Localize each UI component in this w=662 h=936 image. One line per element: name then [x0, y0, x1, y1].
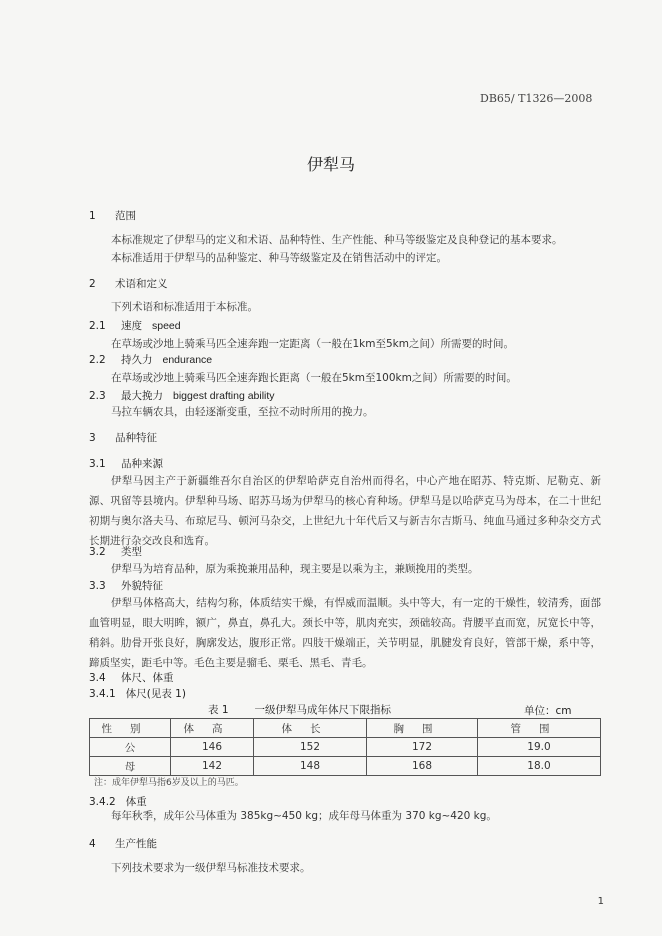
header-cell: 性别 — [90, 719, 171, 738]
section-title: 术语和定义 — [115, 278, 168, 290]
section-number: 3 — [89, 432, 96, 444]
table-cell: 18.0 — [478, 757, 601, 776]
table-cell: 152 — [254, 738, 367, 757]
table-unit: 单位：cm — [524, 705, 572, 717]
paragraph: 下列技术要求为一级伊犁马标准技术要求。 — [111, 862, 311, 874]
section-1-heading — [89, 208, 136, 223]
definition-2-3 — [89, 388, 275, 403]
definition-number: 2.2 — [89, 354, 106, 366]
definition-number: 2.3 — [89, 390, 106, 402]
document-title: 伊犁马 — [306, 155, 355, 174]
section-title: 品种特征 — [115, 432, 157, 444]
table-cell: 172 — [367, 738, 478, 757]
paragraph: 下列术语和标准适用于本标准。 — [111, 301, 258, 313]
paragraph: 伊犁马因主产于新疆维吾尔自治区的伊犁哈萨克自治州而得名，中心产地在昭苏、特克斯、尼勒克、新源、巩留等县境内。伊犁种马场、昭苏马场为伊犁马的核心育种场。伊犁马是以哈萨克马为母本，在二十世纪初期与奥尔洛夫马、布琼尼马、顿河马杂交，上世纪九十年代后又与新吉尔吉斯马、纯血马通过多种杂交方式长期进行杂交改良和选育。 — [89, 475, 601, 547]
section-number: 2 — [89, 278, 96, 290]
paragraph: 伊犁马为培育品种，原为乘挽兼用品种，现主要是以乘为主，兼顾挽用的类型。 — [111, 563, 479, 575]
body-size-table — [89, 718, 601, 776]
standard-number: DB65/ T1326—2008 — [480, 92, 593, 105]
paragraph: 本标准规定了伊犁马的定义和术语、品种特性、生产性能、种马等级鉴定及良种登记的基本要求。 — [111, 234, 563, 246]
subsection-title: 类型 — [121, 546, 142, 558]
term: 最大挽力 — [121, 390, 163, 402]
subsection-number: 3.2 — [89, 546, 106, 558]
header-cell: 体长 — [254, 719, 367, 738]
subsection-title: 品种来源 — [121, 458, 163, 470]
subsection-title: 体尺(见表 1) — [125, 688, 186, 700]
header-cell: 胸围 — [367, 719, 478, 738]
table-cell: 142 — [171, 757, 254, 776]
header-cell: 体高 — [171, 719, 254, 738]
subsection-number: 3.4.2 — [89, 796, 116, 808]
subsection-3-3 — [89, 578, 163, 593]
table-row — [90, 757, 601, 776]
definition-text: 在草场或沙地上骑乘马匹全速奔跑一定距离（一般在1km至5km之间）所需要的时间。 — [111, 338, 514, 350]
subsection-3-4 — [89, 670, 174, 685]
term: 速度 — [121, 320, 142, 332]
table-cell: 148 — [254, 757, 367, 776]
subsection-number: 3.4.1 — [89, 688, 116, 700]
subsection-title: 外貌特征 — [121, 580, 163, 592]
definition-2-1 — [89, 318, 181, 333]
table-cell: 公 — [90, 738, 171, 757]
table-cell: 母 — [90, 757, 171, 776]
table-cell: 19.0 — [478, 738, 601, 757]
subsection-number: 3.1 — [89, 458, 106, 470]
table-cell: 168 — [367, 757, 478, 776]
subsection-number: 3.3 — [89, 580, 106, 592]
section-4-heading — [89, 836, 157, 851]
table-caption — [208, 702, 391, 717]
subsection-title: 体尺、体重 — [121, 672, 174, 684]
section-title: 生产性能 — [115, 838, 157, 850]
section-number: 4 — [89, 838, 96, 850]
paragraph: 每年秋季，成年公马体重为 385kg~450 kg；成年母马体重为 370 kg~420 kg。 — [111, 810, 497, 822]
table-number: 表 1 — [208, 704, 229, 716]
table-cell: 146 — [171, 738, 254, 757]
term-english: speed — [152, 320, 181, 332]
definition-2-2 — [89, 352, 212, 367]
paragraph: 本标准适用于伊犁马的品种鉴定、种马等级鉴定及在销售活动中的评定。 — [111, 252, 447, 264]
definition-text: 在草场或沙地上骑乘马匹全速奔跑长距离（一般在5km至100km之间）所需要的时间。 — [111, 372, 517, 384]
header-cell: 管围 — [478, 719, 601, 738]
section-2-heading — [89, 276, 168, 291]
subsection-number: 3.4 — [89, 672, 106, 684]
term-english: endurance — [162, 354, 213, 366]
page-number: 1 — [597, 896, 604, 907]
section-3-heading — [89, 430, 157, 445]
subsection-3-2 — [89, 544, 142, 559]
paragraph: 伊犁马体格高大，结构匀称，体质结实干燥，有悍威而温顺。头中等大，有一定的干燥性，较清秀，面部血管明显，眼大明眸，额广，鼻直，鼻孔大。颈长中等，肌肉充实，颈础较高。背腰平直而宽，尻宽长中等，稍斜。肋骨开张良好，胸廓发达，腹形正常。四肢干燥端正，关节明显，肌腱发育良好，管部干燥，系中等，蹄质坚实，距毛中等。毛色主要是骝毛、栗毛、黑毛、青毛。 — [89, 597, 601, 669]
table-note: 注：成年伊犁马指6岁及以上的马匹。 — [94, 778, 244, 788]
table-title: 一级伊犁马成年体尺下限指标 — [254, 704, 392, 716]
table-header-row — [90, 719, 601, 738]
subsection-3-4-1 — [89, 686, 186, 701]
table-row — [90, 738, 601, 757]
subsection-3-1 — [89, 456, 163, 471]
term-english: biggest drafting ability — [173, 390, 275, 402]
section-title: 范围 — [115, 210, 136, 222]
definition-number: 2.1 — [89, 320, 106, 332]
term: 持久力 — [121, 354, 153, 366]
section-number: 1 — [89, 210, 96, 222]
subsection-title: 体重 — [125, 796, 147, 808]
definition-text: 马拉车辆农具，由轻逐渐变重，至拉不动时所用的挽力。 — [111, 406, 374, 418]
